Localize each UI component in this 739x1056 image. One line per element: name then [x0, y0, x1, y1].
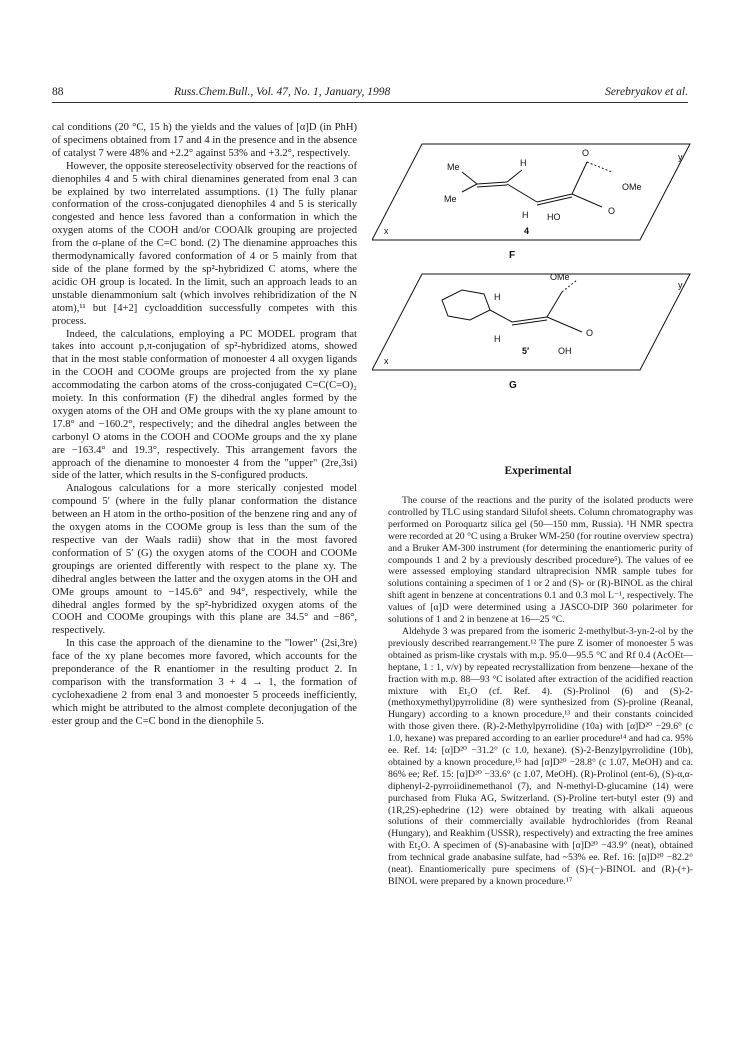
compound-number: 4: [524, 226, 530, 236]
paragraph: cal conditions (20 °C, 15 h) the yields and the values of [α]D (in PhH) of specimens obtained from 17 and 4 in the presence and in the absence of catalyst 7 were 48% and +2.2° against 53% and +3.2°, respectively.: [52, 122, 357, 159]
atom-o: O: [586, 328, 594, 338]
atom-h: H: [520, 158, 527, 168]
atom-h: H: [494, 334, 501, 344]
scheme-drawing: [372, 122, 692, 457]
paragraph: In this case the approach of the dienamine to the "lower" (2si,3re) face of the xy plane becomes more favored, which accounts for the preponderance of the R enantiomer in the resulting product 2. In comparison with the transformation 3 + 4 → 1, the formation of cyclohexadiene 2 from enal 3 and monoester 5 proceeds inefficiently, which might be attributed to the almost complete deconjugation of the ester group and the C=C bond in the dienophile 5.: [52, 638, 357, 727]
axis-x-label: x: [384, 356, 389, 366]
paragraph: Aldehyde 3 was prepared from the isomeric 2-methylbut-3-yn-2-ol by the previously described rearrangement.¹² The pure Z isomer of monoester 5 was obtained as prism-like crystals with m.p. 95.0—95.5 °C and Rf 0.4 (AcOEt—heptane, 1 : 1, v/v) by repeated recrystallization from benzene—hexane of the fraction with m.p. 88—93 °C isolated after extraction of the acidified reaction mixture with Et₂O (cf. Ref. 4). (S)-Prolinol (6) and (S)-2-(methoxymethyl)pyrrolidine (8) were synthesized from (S)-proline (Reanal, Hungary) according to a known procedure,¹³ and their constants coincided with those given there. (R)-2-Methylpyrrolidine (10a) with [α]D²⁰ −29.6° (c 1.0, hexane) was prepared according to an earlier procedure¹⁴ and had ca. 95% ee. Ref. 14: [α]D²⁰ −31.2° (c 1.0, hexane). (S)-2-Benzylpyrrolidine (10b), obtained by a known procedure,¹⁵ had [α]D²⁰ −28.8° (c 1.07, MeOH) and ca. 86% ee; Ref. 15: [α]D²⁰ −33.6° (c 1.07, MeOH). (R)-Prolinol (ent-6), (S)-α,α-diphenyl-2-pyrroiidinemethanol (7), and N-methyl-D-glucamine (14) were purchased from Fluka AG, Switzerland. (S)-Proline tert-butyl ester (9) and (1R,2S)-ephedrine (12) were obtained by treating with alkali aqueous solutions of their commercially available hydrochlorides (from Reanal (Hungary), and Reakhim (USSR), respectively) and extracting the free amines with Et₂O. A specimen of (S)-anabasine with [α]D²⁰ −43.9° (neat), obtained from technical grade anabasine sulfate, had ~53% ee. Ref. 16: [α]D²⁰ −82.2° (neat). Enantiomerically pure specimens of (S)-(−)-BINOL and (R)-(+)-BINOL were prepared by a known procedure.¹⁷: [388, 625, 693, 887]
section-heading: Experimental: [504, 465, 572, 477]
atom-me: Me: [447, 162, 460, 172]
running-header: [52, 84, 688, 103]
page-number: 88: [52, 86, 64, 98]
axis-y-label: y: [678, 152, 683, 162]
left-column: [52, 122, 357, 729]
atom-ome: OMe: [550, 272, 570, 282]
paragraph: Indeed, the calculations, employing a PC MODEL program that takes into account p,π-conjugation of sp²-hybridized atoms, showed that in the most stable conformation of monoester 4 all oxygen ligands in the COOH and COOMe groups are projected from the xy plane accommodating the carbon atoms of the cross-conjugated C=C(C=O)₂ moiety. In this conformation (F) the dihedral angles formed by the oxygen atoms of the OH and OMe groups with the xy plane amount to 17.8° and −160.2°, respectively; and the dihedral angles between the carbonyl O atoms in the COOH and COOMe groups and the xy plane are −163.4° and 19.3°, respectively. This arrangement favors the approach of the dienamine to monoester 4 from the "upper" (2re,3si) side of the latter, which results in the S-configured products.: [52, 328, 357, 482]
right-column: [388, 495, 693, 888]
axis-y-label: y: [678, 280, 683, 290]
axis-x-label: x: [384, 226, 389, 236]
atom-me: Me: [444, 194, 457, 204]
atom-oh: OH: [558, 346, 572, 356]
conformation-label-g: G: [509, 380, 517, 391]
running-authors: Serebryakov et al.: [605, 86, 688, 98]
paragraph: The course of the reactions and the purity of the isolated products were controlled by TLC using standard Silufol sheets. Column chromatography was performed on Poroquartz silica gel (50—150 mm, Russia). ¹H NMR spectra were recorded at 20 °C using a Bruker WM-250 (for routine overview spectra) and a Bruker AM-300 instrument (for determining the enantiomeric purity of compounds 1 and 2 by a previously described procedure⁵). The values of ee were assessed employing standard ultraprecision NMR sample tubes for solutions containing a specimen of 1 or 2 and (S)- or (R)-BINOL as the chiral shift agent in benzene at concentrations 0.1 and 0.3 mol L⁻¹, respectively. The values of [α]D were determined using a JASCO-DIP 360 polarimeter for solutions of 1 and 2 in benzene at 16—25 °C.: [388, 495, 693, 626]
conformation-label-f: F: [509, 250, 516, 261]
conformation-scheme: [372, 122, 692, 462]
paragraph: Analogous calculations for a more sterically conjested model compound 5′ (where in the fully planar conformation the distance between an H atom in the ortho-position of the benzene ring and any of the oxygen atoms in the COOMe group is less than the sum of the respective van der Waals radii) show that in the most favored conformation of 5′ (G) the oxygen atoms of the COOH and COOMe groupings are oriented differently with respect to the plane xy. The dihedral angles between the latter and the oxygen atoms in the OH and OMe groups amount to −145.6° and 94°, respectively, while the dihedral angles formed by the sp²-hybridized oxygen atoms of the COOH and COOMe groupings with this plane are 34.5° and −86°, respectively.: [52, 483, 357, 637]
atom-h: H: [522, 210, 529, 220]
atom-o: O: [582, 148, 590, 158]
atom-o: O: [608, 206, 616, 216]
atom-ho: HO: [547, 212, 561, 222]
compound-number: 5′: [522, 346, 530, 356]
atom-h: H: [494, 292, 501, 302]
atom-ome: OMe: [622, 182, 642, 192]
journal-citation: Russ.Chem.Bull., Vol. 47, No. 1, January, 1998: [174, 86, 391, 98]
paragraph: However, the opposite stereoselectivity observed for the reactions of dienophiles 4 and 5 with chiral dienamines generated from enal 3 can be explained by two interrelated assumptions. (1) The fully planar conformation of the cross-conjugated dienophiles 4 and 5 is sterically congested and hence less favored than a conformation in which the oxygen atoms of the COOH and/or COOAlk grouping are projected from the σ-plane of the C=C bond. (2) The dienamine approaches this thermodynamically favored conformation of 4 or 5 mainly from that side of the plane formed by the sp²-hybridized C atoms, where the acidic OH group is located. In the limit, such an approach leads to an unstable dienammonium salt (which involves rehibridization of the N atom),¹¹ but [4+2] cycloaddition successfully competes with this process.: [52, 160, 357, 327]
